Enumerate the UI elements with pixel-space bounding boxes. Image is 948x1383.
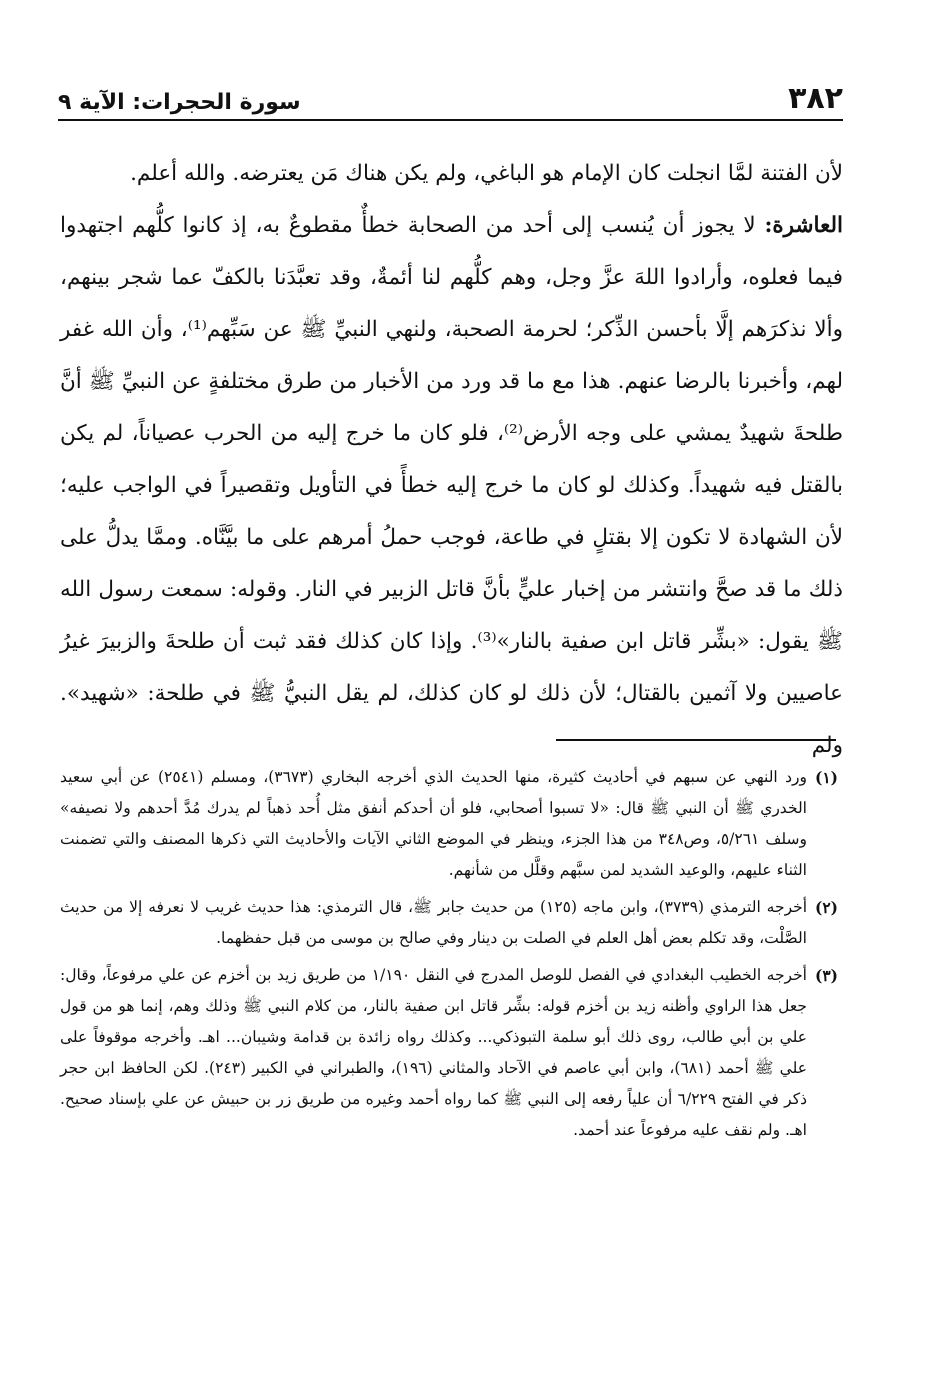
paragraph-2 — [60, 200, 843, 772]
footnote-separator — [556, 739, 836, 741]
header-rule — [58, 119, 843, 121]
paragraph-1: لأن الفتنة لمَّا انجلت كان الإمام هو الباغي، ولم يكن هناك مَن يعترضه. والله أعلم. — [130, 161, 843, 186]
main-text — [60, 148, 843, 772]
footnote-text: أخرجه الخطيب البغدادي في الفصل للوصل المدرج في النقل ١/١٩٠ من طريق زيد بن أخزم عن علي مرفوعاً، وقال: جعل هذا الراوي وأظنه زيد بن أخزم قوله: بشِّر قاتل ابن صفية بالنار، من كلام النبي ﷺ وذلك وهم، إنما هو من قول علي بن أبي طالب، روى ذلك أبو سلمة التبوذكي... وكذلك رواه زائدة بن قدامة وشيبان... اهـ. وأخرجه موقوفاً على علي ﷺ أحمد (٦٨١)، وابن أبي عاصم في الآحاد والمثاني (١٩٦)، والطبراني في الكبير (٢٤٣). لكن الحافظ ابن حجر ذكر في الفتح ٦/٢٢٩ أن علياً رفعه إلى النبي ﷺ كما رواه أحمد وغيره من طريق زر بن حبيش عن علي بإسناد صحيح. اهـ. ولم نقف عليه مرفوعاً عند أحمد. — [60, 966, 807, 1139]
page-header — [58, 74, 843, 114]
footnote-number: (١) — [814, 768, 838, 787]
footnotes — [60, 762, 838, 1152]
footnote-number: (٣) — [814, 966, 838, 985]
paragraph-2-body: لا يجوز أن يُنسب إلى أحد من الصحابة خطأٌ مقطوعٌ به، إذ كانوا كلُّهم اجتهدوا فيما فعلوه، وأرادوا اللهَ عزَّ وجل، وهم كلُّهم لنا أئمةٌ، وقد تعبَّدَنا بالكفّ عما شجر بينهم، وألا نذكرَهم إلَّا بأحسن الذِّكر؛ لحرمة الصحبة، ولنهي النبيِّ ﷺ عن سَبِّهم⁽¹⁾، وأن الله غفر لهم، وأخبرنا بالرضا عنهم. هذا مع ما قد ورد من الأخبار من طرق مختلفةٍ عن النبيِّ ﷺ أنَّ طلحةَ شهيدٌ يمشي على وجه الأرض⁽²⁾، فلو كان ما خرج إليه من الحرب عصياناً، لم يكن بالقتل فيه شهيداً. وكذلك لو كان ما خرج إليه خطأً في التأويل وتقصيراً في الواجب عليه؛ لأن الشهادة لا تكون إلا بقتلٍ في طاعة، فوجب حملُ أمرهم على ما بيَّنَّاه. وممَّا يدلُّ على ذلك ما قد صحَّ وانتشر من إخبار عليٍّ بأنَّ قاتل الزبير في النار. وقوله: سمعت رسول الله ﷺ يقول: «بشِّر قاتل ابن صفية بالنار»⁽³⁾. وإذا كان كذلك فقد ثبت أن طلحةَ والزبيرَ غيرُ عاصيين ولا آثمين بالقتال؛ لأن ذلك لو كان كذلك، لم يقل النبيُّ ﷺ في طلحة: «شهيد». ولم — [60, 213, 843, 758]
page-number: ٣٨٢ — [788, 81, 843, 116]
footnote-number: (٢) — [814, 898, 838, 917]
running-title: سورة الحجرات: الآية ٩ — [58, 90, 301, 115]
footnote-text: ورد النهي عن سبهم في أحاديث كثيرة، منها الحديث الذي أخرجه البخاري (٣٦٧٣)، ومسلم (٢٥٤١) عن أبي سعيد الخدري ﷺ أن النبي ﷺ قال: «لا تسبوا أصحابي، فلو أن أحدكم أنفق مثل أُحد ذهباً لم يدرك مُدَّ أحدهم ولا نصيفه» وسلف ٥/٢٦١، وص٣٤٨ من هذا الجزء، وينظر في الموضع الثاني الآيات والأحاديث التي ذكرها المصنف والتي تضمنت الثناء عليهم، والوعيد الشديد لمن سبَّهم وقلَّل من شأنهم. — [60, 768, 807, 879]
footnote-1 — [60, 762, 838, 886]
footnote-text: أخرجه الترمذي (٣٧٣٩)، وابن ماجه (١٢٥) من حديث جابر ﷺ، قال الترمذي: هذا حديث غريب لا نعرفه إلا من حديث الصَّلْت، وقد تكلم بعض أهل العلم في الصلت بن دينار وفي صالح بن موسى من قبل حفظهما. — [60, 898, 808, 947]
footnote-3 — [60, 960, 838, 1146]
section-lead-word: العاشرة: — [764, 213, 843, 238]
footnote-2 — [60, 892, 838, 954]
